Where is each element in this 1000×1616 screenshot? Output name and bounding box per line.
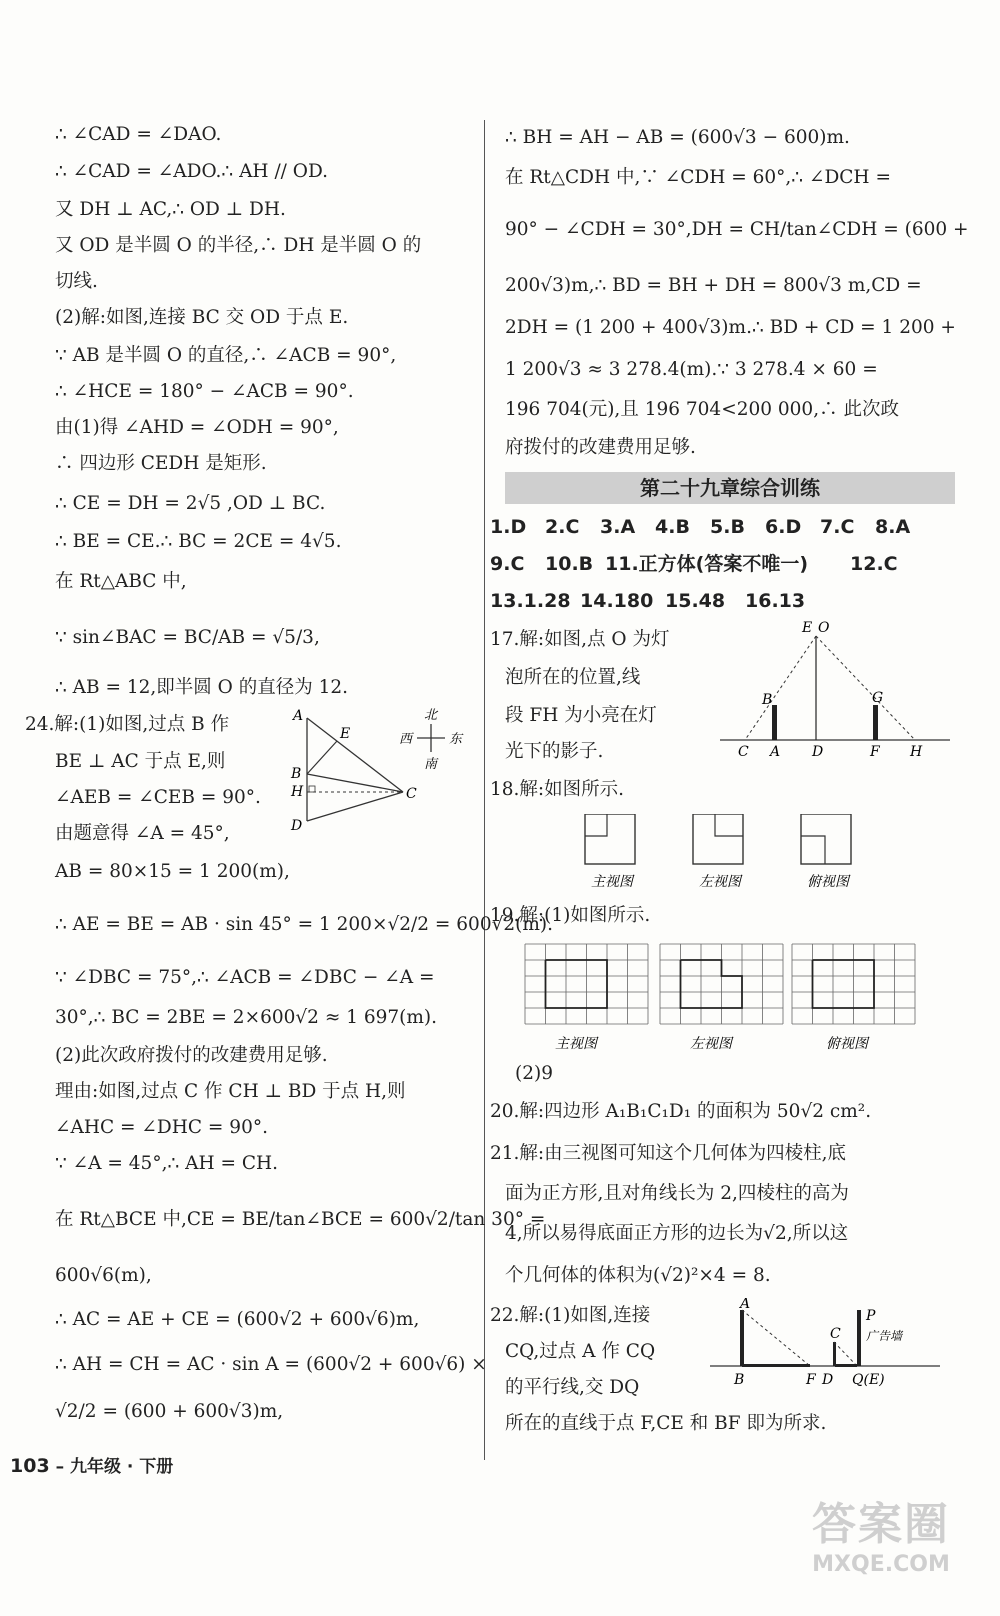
label: G bbox=[872, 690, 884, 706]
text-line: ∵ sin∠BAC = BC/AB = √5/3, bbox=[55, 627, 320, 648]
label: E bbox=[802, 620, 813, 636]
label: C bbox=[738, 744, 749, 760]
label: H bbox=[291, 784, 304, 800]
text-line: 府拨付的改建费用足够. bbox=[505, 437, 696, 458]
label: D bbox=[291, 818, 303, 834]
text-line: ∴ AC = AE + CE = (600√2 + 600√6)m, bbox=[55, 1309, 420, 1330]
text-line: 段 FH 为小亮在灯 bbox=[505, 705, 657, 726]
question-18: 18.解:如图所示. bbox=[490, 779, 625, 800]
figure-22 bbox=[710, 1298, 950, 1393]
text-line: 在 Rt△ABC 中, bbox=[55, 571, 187, 592]
label: B bbox=[734, 1372, 745, 1388]
caption: 主视图 bbox=[555, 1036, 597, 1050]
label: A bbox=[293, 708, 304, 724]
text-line: (2)解:如图,连接 BC 交 OD 于点 E. bbox=[55, 307, 349, 328]
label: E bbox=[340, 726, 351, 742]
text-line: ∴ CE = DH = 2√5 ,OD ⊥ BC. bbox=[55, 493, 326, 514]
page-number: 103 bbox=[10, 1455, 50, 1477]
answer: 11.正方体(答案不唯一) bbox=[605, 553, 809, 575]
view-outline bbox=[681, 960, 743, 1008]
answer: 12.C bbox=[850, 553, 898, 575]
text-line: ∠AHC = ∠DHC = 90°. bbox=[55, 1117, 268, 1138]
question-24: 24.解:(1)如图,过点 B 作 bbox=[25, 714, 230, 735]
text-line: 所在的直线于点 F,CE 和 BF 即为所求. bbox=[505, 1413, 827, 1434]
watermark bbox=[812, 1488, 950, 1577]
question-22: 22.解:(1)如图,连接 bbox=[490, 1305, 651, 1326]
text-line: 在 Rt△BCE 中,CE = BE/tan∠BCE = 600√2/tan 30° = bbox=[55, 1209, 546, 1230]
label: B bbox=[291, 766, 302, 782]
compass-icon bbox=[393, 706, 473, 776]
text-line: ∴ AB = 12,即半圆 O 的直径为 12. bbox=[55, 677, 349, 698]
question-19: 19.解:(1)如图所示. bbox=[490, 905, 651, 926]
text-line: (2)9 bbox=[515, 1063, 553, 1084]
answer: 8.A bbox=[875, 516, 911, 538]
footer-separator: – bbox=[55, 1457, 65, 1477]
label: B bbox=[762, 692, 773, 708]
label: A bbox=[740, 1298, 751, 1312]
watermark-logo: 答案圈 bbox=[812, 1499, 950, 1550]
text-line: 由(1)得 ∠AHD = ∠ODH = 90°, bbox=[55, 417, 339, 438]
text-line: ∵ ∠A = 45°,∴ AH = CH. bbox=[55, 1153, 279, 1174]
text-line: ∴ ∠CAD = ∠DAO. bbox=[55, 124, 222, 145]
text-line: ∠AEB = ∠CEB = 90°. bbox=[55, 787, 261, 808]
compass-north: 北 bbox=[424, 708, 438, 723]
column-divider bbox=[484, 120, 485, 1460]
caption: 俯视图 bbox=[826, 1036, 868, 1050]
text-line: ∵ AB 是半圆 O 的直径,∴ ∠ACB = 90°, bbox=[55, 345, 397, 366]
section-title: 第二十九章综合训练 bbox=[505, 472, 955, 504]
text-line: 光下的影子. bbox=[505, 741, 604, 762]
question-21: 21.解:由三视图可知这个几何体为四棱柱,底 bbox=[490, 1143, 847, 1164]
caption: 主视图 bbox=[591, 874, 633, 890]
label: A bbox=[770, 744, 781, 760]
answer: 4.B bbox=[655, 516, 690, 538]
text-line: ∴ 四边形 CEDH 是矩形. bbox=[55, 453, 267, 474]
text-line: ∴ ∠HCE = 180° − ∠ACB = 90°. bbox=[55, 381, 354, 402]
text-line: 切线. bbox=[55, 271, 98, 292]
figure-19 bbox=[520, 940, 950, 1050]
text-line: 个几何体的体积为(√2)²×4 = 8. bbox=[505, 1265, 771, 1286]
compass-south: 南 bbox=[424, 757, 438, 772]
compass-east: 东 bbox=[449, 732, 463, 747]
label: H bbox=[910, 744, 923, 760]
top-view bbox=[801, 814, 851, 864]
text-line: ∴ BH = AH − AB = (600√3 − 600)m. bbox=[505, 127, 850, 148]
figure-17 bbox=[720, 618, 955, 763]
answer: 10.B bbox=[545, 553, 594, 575]
page-footer bbox=[10, 1452, 173, 1477]
text-line: (2)此次政府拨付的改建费用足够. bbox=[55, 1045, 328, 1066]
text-line: 600√6(m), bbox=[55, 1265, 152, 1286]
text-line: 4,所以易得底面正方形的边长为√2,所以这 bbox=[505, 1223, 849, 1244]
view-outline bbox=[813, 960, 875, 1008]
label: F bbox=[806, 1372, 816, 1388]
text-line: ∴ ∠CAD = ∠ADO.∴ AH // OD. bbox=[55, 161, 329, 182]
text-line: 理由:如图,过点 C 作 CH ⊥ BD 于点 H,则 bbox=[55, 1081, 406, 1102]
text-line: 90° − ∠CDH = 30°,DH = CH/tan∠CDH = (600 + bbox=[505, 219, 969, 240]
text-line: BE ⊥ AC 于点 E,则 bbox=[55, 751, 226, 772]
text-line: ∴ AE = BE = AB · sin 45° = 1 200×√2/2 = 600√2(m). bbox=[55, 914, 554, 935]
view-outline bbox=[546, 960, 608, 1008]
caption: 俯视图 bbox=[807, 874, 849, 890]
text-line: 的平行线,交 DQ bbox=[505, 1377, 640, 1398]
label: C bbox=[830, 1326, 841, 1342]
label: O bbox=[818, 620, 830, 636]
text-line: 面为正方形,且对角线长为 2,四棱柱的高为 bbox=[505, 1183, 849, 1204]
answer: 14.180 bbox=[580, 590, 654, 612]
text-line: √2/2 = (600 + 600√3)m, bbox=[55, 1401, 284, 1422]
answer: 13.1.28 bbox=[490, 590, 571, 612]
text-line: CQ,过点 A 作 CQ bbox=[505, 1341, 656, 1362]
question-17: 17.解:如图,点 O 为灯 bbox=[490, 629, 670, 650]
watermark-url: MXQE.COM bbox=[812, 1552, 950, 1577]
text-line: 泡所在的位置,线 bbox=[505, 667, 641, 688]
text-line: 200√3)m,∴ BD = BH + DH = 800√3 m,CD = bbox=[505, 275, 922, 296]
question-20: 20.解:四边形 A₁B₁C₁D₁ 的面积为 50√2 cm². bbox=[490, 1101, 872, 1122]
text-line: ∴ BE = CE.∴ BC = 2CE = 4√5. bbox=[55, 531, 342, 552]
label: D bbox=[822, 1372, 834, 1388]
grade-label: 九年级 · 下册 bbox=[70, 1457, 174, 1477]
answer: 7.C bbox=[820, 516, 855, 538]
label: C bbox=[406, 786, 417, 802]
answer: 6.D bbox=[765, 516, 802, 538]
text-line: 1 200√3 ≈ 3 278.4(m).∵ 3 278.4 × 60 = bbox=[505, 359, 878, 380]
label: P bbox=[866, 1308, 876, 1324]
text-line: AB = 80×15 = 1 200(m), bbox=[55, 861, 290, 882]
text-line: ∴ AH = CH = AC · sin A = (600√2 + 600√6) × bbox=[55, 1354, 487, 1375]
label: Q(E) bbox=[852, 1372, 885, 1388]
text-line: 又 DH ⊥ AC,∴ OD ⊥ DH. bbox=[55, 199, 286, 220]
caption: 左视图 bbox=[699, 874, 741, 890]
left-view bbox=[693, 814, 743, 864]
text-line: 在 Rt△CDH 中,∵ ∠CDH = 60°,∴ ∠DCH = bbox=[505, 167, 891, 188]
figure-18 bbox=[575, 814, 865, 894]
text-line: 30°,∴ BC = 2BE = 2×600√2 ≈ 1 697(m). bbox=[55, 1007, 438, 1028]
answer: 2.C bbox=[545, 516, 580, 538]
answer: 5.B bbox=[710, 516, 745, 538]
answer: 16.13 bbox=[745, 590, 806, 612]
front-view bbox=[585, 814, 635, 864]
label: F bbox=[870, 744, 880, 760]
text-line: 由题意得 ∠A = 45°, bbox=[55, 823, 230, 844]
text-line: ∵ ∠DBC = 75°,∴ ∠ACB = ∠DBC − ∠A = bbox=[55, 967, 435, 988]
text-line: 2DH = (1 200 + 400√3)m.∴ BD + CD = 1 200 + bbox=[505, 317, 956, 338]
compass-west: 西 bbox=[399, 732, 413, 747]
answer: 1.D bbox=[490, 516, 527, 538]
text-line: 又 OD 是半圆 O 的半径,∴ DH 是半圆 O 的 bbox=[55, 235, 422, 256]
label: 广告墙 bbox=[866, 1329, 903, 1343]
answer: 3.A bbox=[600, 516, 636, 538]
answer: 15.48 bbox=[665, 590, 726, 612]
text-line: 196 704(元),且 196 704<200 000,∴ 此次政 bbox=[505, 399, 899, 420]
caption: 左视图 bbox=[690, 1036, 732, 1050]
answer: 9.C bbox=[490, 553, 525, 575]
label: D bbox=[812, 744, 824, 760]
